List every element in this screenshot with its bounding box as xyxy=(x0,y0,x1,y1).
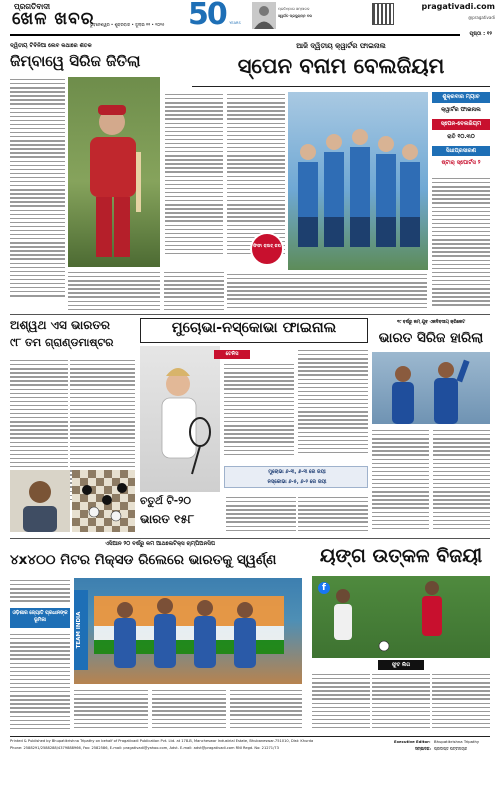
tennis-headline-box xyxy=(140,318,368,343)
social-handle: @pragativadi xyxy=(468,15,495,20)
tennis-body-col-2 xyxy=(298,348,368,462)
cricketer-figure-icon xyxy=(68,77,160,267)
footer-exec-name: Bhupatikrishna Tripathy xyxy=(434,739,480,744)
t20-headline-2: ଭାରତ ୧୫୮ xyxy=(140,512,195,526)
website-url: pragativadi.com xyxy=(421,2,495,11)
anniversary-label: YEARS xyxy=(229,21,241,25)
tennis-player-icon xyxy=(140,346,220,492)
relay-sub-box: ଓଡ଼ିଶାର ଜ୍ୟୋତି ପ୍ରଧାନଙ୍କ ଭୂମିକା xyxy=(10,608,70,628)
india-series-body-col-1 xyxy=(372,428,429,536)
founder-credit-2: ସ୍ୱର୍ଗତ ପ୍ରଦ୍ୟୁମ୍ନ ବଳ xyxy=(278,14,312,18)
relay-body-col-4 xyxy=(152,688,226,732)
tennis-headline: ମୁଚୋଭା-ନସ୍କୋଭା ଫାଇନାଲ xyxy=(171,320,337,336)
athletes-with-flag-icon xyxy=(74,578,302,684)
tennis-body-col-1 xyxy=(224,362,294,462)
young-utkal-body-col-1 xyxy=(312,672,370,732)
chess-pieces-icon xyxy=(72,470,135,532)
zimbabwe-body-col-2 xyxy=(68,270,160,312)
t20-body-col-2 xyxy=(298,495,368,535)
ashwath-headline-1: ଅଶ୍ୱଥ ଏସ ଭାରତର xyxy=(10,318,110,332)
masthead-date: ଭୁବନେଶ୍ୱର • ଶୁକ୍ରବାର • ଜୁଲାଇ ୧୧ • ୨୦୨୫ xyxy=(90,22,165,27)
chess-board-photo xyxy=(72,470,135,532)
tennis-player-photo xyxy=(140,346,220,492)
spain-team-photo xyxy=(288,92,428,270)
masthead xyxy=(0,0,500,30)
young-utkal-category-tag: ଫୁଟ ଲିଗ xyxy=(378,660,424,670)
ashwath-headline-2: ୯୮ ତମ ଗ୍ରାଣ୍ଡମାଷ୍ଟର xyxy=(10,336,114,349)
footer-line-1: Printed & Published by Bhupatikrishna Tripathy on behalf of Pragativadi Publication Pvt. Ltd. at 178-B, Mancheswar Industrial Estate, Bhubaneswar-751010, Dist: Khurda xyxy=(10,739,314,743)
qr-code xyxy=(372,3,394,25)
spain-kicker: ଆଜି ଦ୍ୱିତୀୟ କ୍ୱାର୍ଟର ଫାଇନାଲ xyxy=(296,42,386,50)
tennis-category-tag: ଟେନିସ xyxy=(214,350,250,359)
relay-headline: ୪x୪୦୦ ମିଟର ମିକ୍ସଡ ରିଲେରେ ଭାରତକୁ ସ୍ୱର୍ଣ୍ଣ xyxy=(10,552,277,568)
zimbabwe-body-col-1 xyxy=(10,77,65,312)
team-india-text: TEAM INDIA xyxy=(76,611,82,649)
t20-body-col-1 xyxy=(226,495,296,535)
relay-kicker: ଏସିଆନ ୨୦ ବର୍ଷରୁ କମ ଆଥଲେଟିକ୍ସ ଚାମ୍ପିଅନସିପ xyxy=(105,541,215,547)
facebook-icon: f xyxy=(318,582,330,594)
young-utkal-headline: ୟଙ୍ଗ ଉତ୍କଳ ବିଜୟୀ xyxy=(319,545,483,567)
zimbabwe-kicker: ଦ୍ୱିତୀୟ ଟିବିନିଆ ଲେବ କଥାରେ ଶତକ xyxy=(10,43,92,49)
anniversary-number: 50 xyxy=(188,0,226,32)
india-series-body-col-2 xyxy=(433,428,490,536)
tennis-result-1: ମୁଚୋଭା ୬-୩, ୬-୩ ରେ ଜୟୀ xyxy=(268,469,326,475)
young-utkal-body-col-2 xyxy=(372,672,430,732)
masthead-brand: ପ୍ରଗତିବାଦୀ xyxy=(14,2,51,11)
young-utkal-photo xyxy=(312,576,490,658)
match-info-line-1: ଶୁକ୍ରବାର ମ୍ୟାଚ xyxy=(432,92,490,103)
page-bar-rule xyxy=(10,34,460,36)
match-info-line-2: କ୍ୱାର୍ଟର ଫାଇନାଲ xyxy=(441,107,481,113)
zimbabwe-body-col-3 xyxy=(164,270,224,312)
india-series-headline: ଭାରତ ସିରିଜ ହାରିଲା xyxy=(378,330,484,346)
row2-divider xyxy=(10,538,490,539)
relay-body-col-3 xyxy=(74,688,148,732)
anniversary-logo xyxy=(188,0,250,32)
chess-player-icon xyxy=(10,470,70,532)
match-info-line-6: ଷ୍ଟାର୍‌ ସ୍ପୋର୍ଟସ ୨ xyxy=(441,160,481,166)
relay-body-col-1 xyxy=(10,578,70,606)
spain-body-col-1 xyxy=(165,92,223,267)
match-info-line-5: ସିଧାପ୍ରସାରଣ xyxy=(432,146,490,156)
ashwath-photo xyxy=(10,470,70,532)
footer xyxy=(10,738,490,758)
spain-headline: ସ୍ପେନ ବନାମ ବେଲଜିୟମ xyxy=(237,54,445,78)
row1-divider xyxy=(10,314,490,315)
founder-portrait xyxy=(252,2,276,29)
spain-body-col-3 xyxy=(432,176,490,312)
spain-rule xyxy=(192,86,490,87)
players-group-icon xyxy=(288,92,428,270)
zimbabwe-player-photo xyxy=(68,77,160,267)
masthead-title: ଖେଳ ଖବର xyxy=(12,9,95,29)
portrait-silhouette-icon xyxy=(252,2,276,29)
match-info-box xyxy=(432,92,490,172)
india-series-kicker: ୧୯ ବର୍ଷରୁ କମ୍‌ ଯୁବ ଏକଦିବସୀୟ କ୍ରିକେଟ xyxy=(396,320,466,325)
india-series-photo xyxy=(372,352,490,424)
footer-editor-name: ପ୍ରଦୀପ୍ତ ପଟ୍ଟନାୟକ xyxy=(434,746,468,751)
zimbabwe-headline: ଜିମ୍ବାୱେ ସିରିଜ ଜିତିଲା xyxy=(10,52,141,70)
cricketers-celebrating-icon xyxy=(372,352,490,424)
footer-editor-label: ସମ୍ପାଦକ: xyxy=(415,746,431,751)
young-utkal-body-col-3 xyxy=(432,672,490,732)
tennis-result-2: ନସ୍କୋଭା ୬-୫, ୬-୨ ରେ ଜୟୀ xyxy=(267,479,327,485)
relay-body-col-2 xyxy=(10,632,70,732)
relay-body-col-5 xyxy=(230,688,302,732)
tennis-result-box xyxy=(224,466,368,488)
footer-exec-label: Executive Editor: xyxy=(394,739,431,744)
relay-team-photo xyxy=(74,578,302,684)
match-info-line-3: ସ୍ପେନ-ବେଲଜିୟମ xyxy=(432,119,490,130)
fifa-badge-text: ଫିଫା କ୍ଲବ୍‌ କପ xyxy=(253,243,281,248)
team-india-label xyxy=(74,590,88,670)
founder-credit-1: ପ୍ରତିଷ୍ଠାତା ସମ୍ପାଦକ xyxy=(278,7,310,11)
match-info-line-4: ରାତି ୧୦.୩୦ xyxy=(447,134,475,140)
t20-headline-1: ଚତୁର୍ଥ ଟି-୨୦ xyxy=(140,495,191,507)
page-label: ପୃଷ୍ଠା : ୧୨ xyxy=(469,31,492,37)
spain-body-col-4 xyxy=(227,272,427,312)
page-bar xyxy=(10,31,490,39)
footer-line-2: Phone: 2588291/2588288/4379888966, Fax: 2582586, E-mail: pragativadi@yahoo.com, Advt. E-mail: advt@pragativadi.com RNI Regd. No: 21271/73 xyxy=(10,746,279,750)
footballers-icon xyxy=(312,576,490,658)
footer-rule xyxy=(10,736,490,737)
